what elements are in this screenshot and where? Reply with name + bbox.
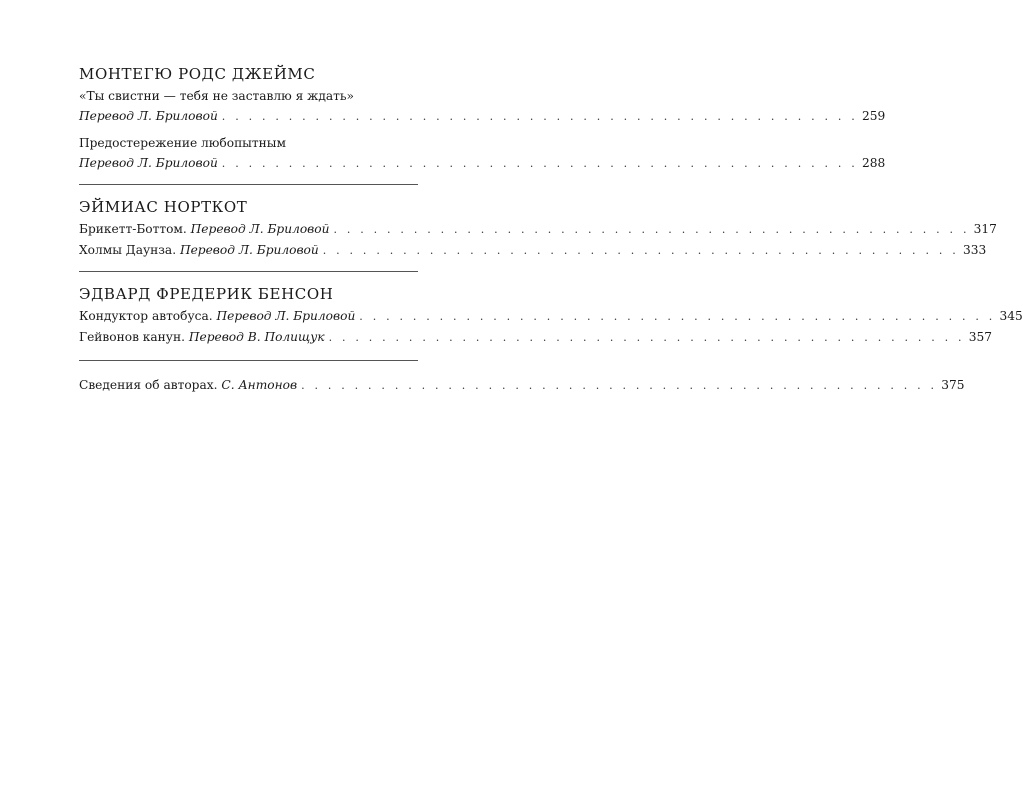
entry-translator: Перевод Л. Бриловой	[190, 222, 330, 236]
page-number: 317	[973, 222, 997, 236]
page-number: 375	[941, 378, 965, 392]
toc-entry	[79, 86, 886, 127]
page-number: 288	[861, 156, 886, 170]
section-divider	[79, 271, 418, 272]
toc-section	[79, 197, 997, 261]
section-divider	[79, 184, 418, 185]
toc-entry	[79, 219, 997, 240]
entry-translator: Перевод Л. Бриловой	[79, 109, 218, 123]
entry-row	[79, 306, 1023, 327]
toc-section	[79, 284, 1023, 348]
entry-title: Кондуктор автобуса.	[79, 309, 213, 323]
entry-title-wrap	[79, 240, 319, 260]
page-number: 333	[962, 243, 987, 257]
dot-leader: . . . . . . . . . . . . . . . . . . . . . . . . . . . . . . . . . . . . . . . . . . . . . . . .	[322, 244, 959, 257]
entry-translator: Перевод В. Полищук	[188, 330, 325, 344]
dot-leader: . . . . . . . . . . . . . . . . . . . . . . . . . . . . . . . . . . . . . . . . . . . . . . . .	[301, 379, 938, 392]
toc-section	[79, 64, 886, 174]
page-number: 259	[861, 109, 886, 123]
dot-leader: . . . . . . . . . . . . . . . . . . . . . . . . . . . . . . . . . . . . . . . . . . . . . . . .	[333, 223, 970, 236]
entry-title: Предостережение любопытным	[79, 136, 286, 150]
entry-translator: Перевод Л. Бриловой	[216, 309, 356, 323]
entry-row	[79, 153, 886, 174]
toc-entry	[79, 306, 1023, 327]
entry-author: С. Антонов	[221, 378, 298, 392]
entry-translator: Перевод Л. Бриловой	[79, 156, 218, 170]
page-number: 357	[968, 330, 993, 344]
dot-leader: . . . . . . . . . . . . . . . . . . . . . . . . . . . . . . . . . . . . . . . . . . . . . . . .	[221, 110, 858, 123]
entry-row	[79, 240, 987, 261]
entry-translator: Перевод Л. Бриловой	[179, 243, 319, 257]
entry-title: Холмы Даунза.	[79, 243, 177, 257]
entry-row	[79, 219, 997, 240]
table-of-contents	[79, 64, 1023, 396]
toc-entry-appendix	[79, 375, 965, 396]
author-heading: ЭДВАРД ФРЕДЕРИК БЕНСОН	[79, 285, 334, 303]
toc-entry	[79, 240, 987, 261]
dot-leader: . . . . . . . . . . . . . . . . . . . . . . . . . . . . . . . . . . . . . . . . . . . . . . . .	[221, 157, 858, 170]
entry-row	[79, 106, 886, 127]
section-divider	[79, 360, 418, 361]
entry-title-wrap	[79, 375, 297, 395]
entry-title-wrap	[79, 219, 329, 239]
entry-title: Сведения об авторах.	[79, 378, 218, 392]
entry-title-wrap	[79, 306, 355, 326]
entry-title-wrap	[79, 327, 325, 347]
entry-title: «Ты свистни — тебя не заставлю я ждать»	[79, 89, 354, 103]
entry-row	[79, 375, 965, 396]
toc-entry	[79, 327, 993, 348]
author-heading: МОНТЕГЮ РОДС ДЖЕЙМС	[79, 65, 316, 83]
entry-title: Брикетт-Боттом.	[79, 222, 187, 236]
page-number: 345	[999, 309, 1023, 323]
author-heading: ЭЙМИАС НОРТКОТ	[79, 198, 248, 216]
entry-row	[79, 327, 993, 348]
dot-leader: . . . . . . . . . . . . . . . . . . . . . . . . . . . . . . . . . . . . . . . . . . . . . . . .	[328, 331, 965, 344]
entry-title: Гейвонов канун.	[79, 330, 185, 344]
toc-entry	[79, 133, 886, 174]
dot-leader: . . . . . . . . . . . . . . . . . . . . . . . . . . . . . . . . . . . . . . . . . . . . . . . .	[359, 310, 996, 323]
